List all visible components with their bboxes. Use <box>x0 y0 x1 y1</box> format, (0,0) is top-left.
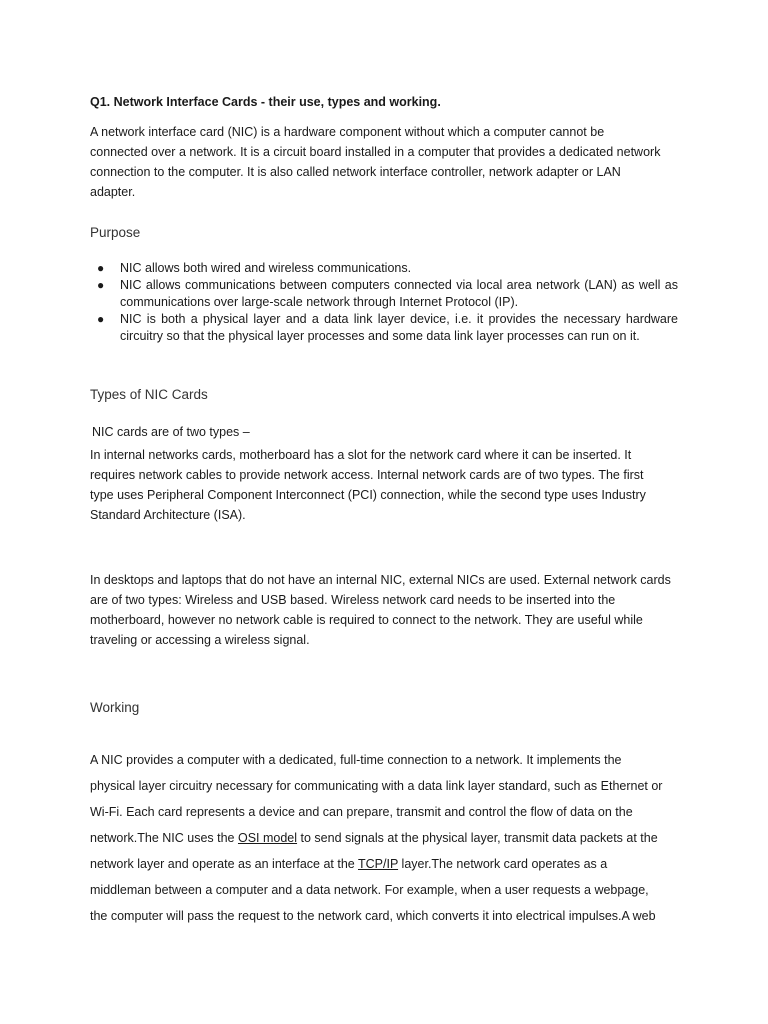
types-lead: NIC cards are of two types – <box>92 425 250 439</box>
paragraph-line: Standard Architecture (ISA). <box>90 508 246 522</box>
document-page <box>90 0 678 1024</box>
text-fragment: network.The NIC uses the <box>90 831 238 845</box>
paragraph-line: motherboard, however no network cable is required to connect to the network. They are useful while <box>90 613 643 627</box>
intro-line: connected over a network. It is a circuit board installed in a computer that provides a dedicated network <box>90 145 661 159</box>
types-heading: Types of NIC Cards <box>90 387 208 402</box>
list-item-text: NIC allows both wired and wireless communications. <box>120 261 412 275</box>
list-item <box>90 311 678 345</box>
text-fragment: layer.The network card operates as a <box>398 857 608 871</box>
bullet-icon: ● <box>97 261 105 275</box>
paragraph-line: traveling or accessing a wireless signal. <box>90 633 310 647</box>
osi-model-link[interactable]: OSI model <box>237 831 298 845</box>
text-fragment: network layer and operate as an interface at the <box>90 857 358 871</box>
paragraph-line <box>90 825 678 851</box>
paragraph-line: physical layer circuitry necessary for communicating with a data link layer standard, such as Ethernet or <box>90 779 663 793</box>
bullet-icon: ● <box>97 278 105 292</box>
paragraph-line: In desktops and laptops that do not have an internal NIC, external NICs are used. External network cards <box>90 573 671 587</box>
working-heading: Working <box>90 700 140 715</box>
bullet-icon: ● <box>97 312 105 326</box>
purpose-heading: Purpose <box>90 225 141 240</box>
tcp-ip-link[interactable]: TCP/IP <box>358 857 399 871</box>
intro-paragraph <box>90 122 678 202</box>
paragraph-line: In internal networks cards, motherboard has a slot for the network card where it can be inserted. It <box>90 448 632 462</box>
text-fragment: to send signals at the physical layer, transmit data packets at the <box>297 831 658 845</box>
paragraph-line: requires network cables to provide network access. Internal network cards are of two types. The first <box>90 468 644 482</box>
working-paragraph <box>90 747 678 929</box>
paragraph-line: are of two types: Wireless and USB based. Wireless network card needs to be inserted into the <box>90 593 616 607</box>
list-item <box>90 260 678 277</box>
question-title: Q1. Network Interface Cards - their use, types and working. <box>90 95 441 109</box>
paragraph-line <box>90 851 678 877</box>
external-cards-paragraph <box>90 570 678 650</box>
paragraph-line: Wi-Fi. Each card represents a device and can prepare, transmit and control the flow of data on the <box>90 805 633 819</box>
list-item <box>90 277 678 311</box>
paragraph-line: A NIC provides a computer with a dedicated, full-time connection to a network. It implements the <box>90 753 622 767</box>
paragraph-line: type uses Peripheral Component Interconnect (PCI) connection, while the second type uses Industry <box>90 488 646 502</box>
list-item-text: NIC allows communications between computers connected via local area network (LAN) as well as communications over large-scale network through Internet Protocol (IP). <box>120 278 678 309</box>
paragraph-line: the computer will pass the request to the network card, which converts it into electrical impulses.A web <box>90 909 656 923</box>
paragraph-line: middleman between a computer and a data network. For example, when a user requests a webpage, <box>90 883 649 897</box>
intro-line: adapter. <box>90 185 136 199</box>
list-item-text: NIC is both a physical layer and a data link layer device, i.e. it provides the necessary hardware circuitry so that the physical layer processes and some data link layer processes can run on it. <box>120 312 678 343</box>
purpose-list <box>90 260 678 345</box>
intro-line: A network interface card (NIC) is a hardware component without which a computer cannot be <box>90 125 605 139</box>
internal-cards-paragraph <box>90 445 678 525</box>
intro-line: connection to the computer. It is also called network interface controller, network adapter or LAN <box>90 165 621 179</box>
